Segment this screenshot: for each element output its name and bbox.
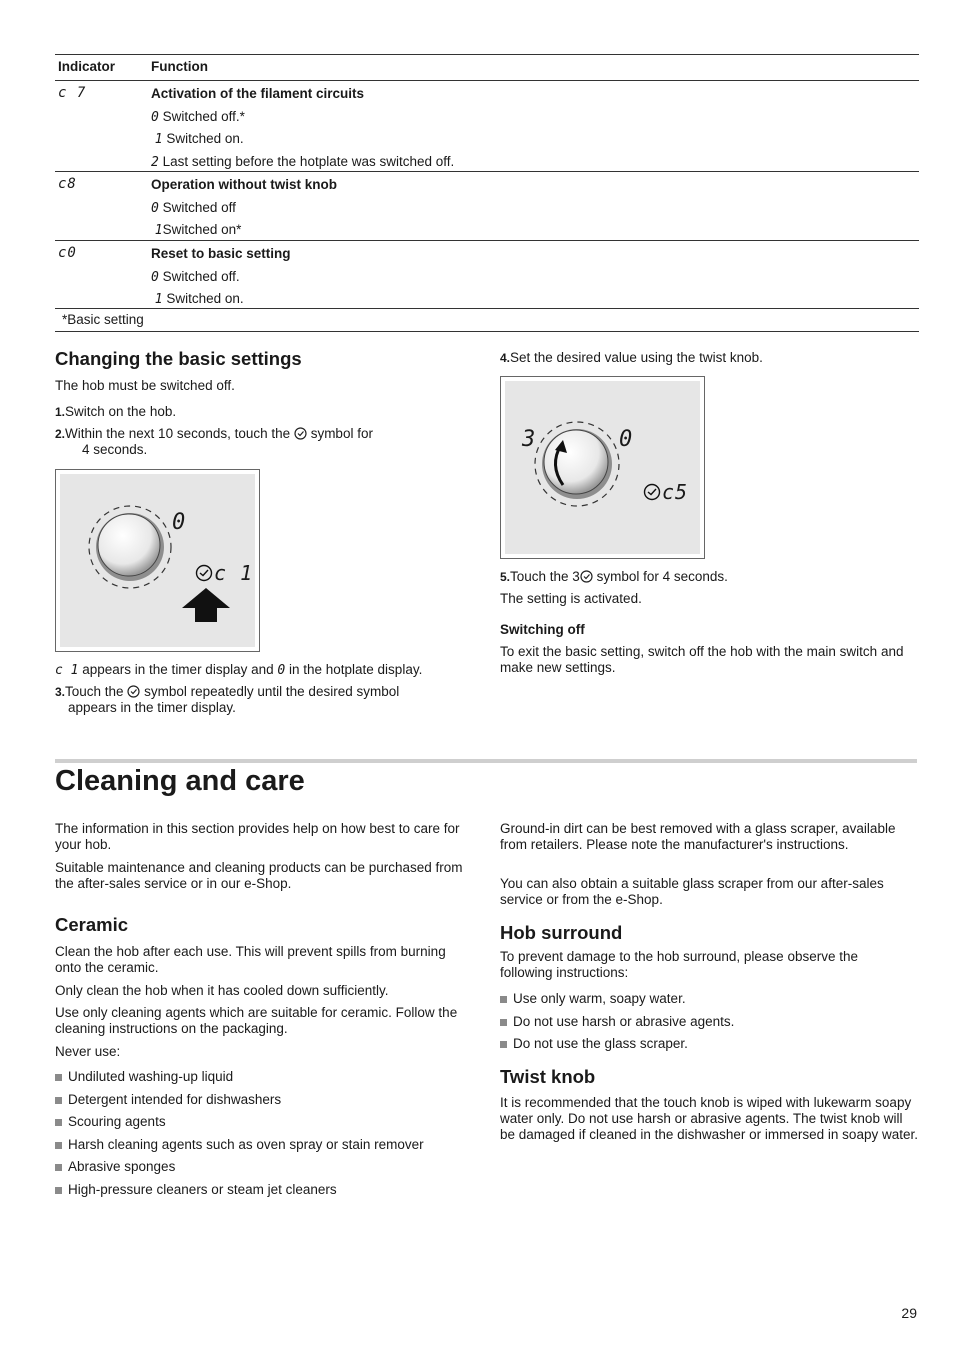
header-function: Function bbox=[151, 59, 208, 74]
activated-text: The setting is activated. bbox=[500, 591, 642, 606]
list-item: Do not use harsh or abrasive agents. bbox=[500, 1011, 910, 1034]
step-number: 5. bbox=[500, 570, 511, 584]
list-item: Scouring agents bbox=[55, 1111, 475, 1134]
appears-text-b: in the hotplate display. bbox=[288, 662, 423, 677]
step-5 bbox=[500, 569, 728, 585]
settings-table bbox=[55, 54, 919, 332]
option-label: Last setting before the hotplate was switched off. bbox=[162, 153, 455, 169]
ceramic-text-1: Clean the hob after each use. This will prevent spills from burning onto the ceramic. bbox=[55, 944, 446, 975]
appears-text bbox=[55, 662, 422, 679]
figure-hob-display-c5 bbox=[500, 376, 705, 559]
switching-off-heading: Switching off bbox=[500, 622, 585, 637]
step-text: Touch the bbox=[65, 684, 124, 699]
step-3 bbox=[55, 684, 465, 716]
twist-knob-heading: Twist knob bbox=[500, 1066, 596, 1087]
timer-icon bbox=[580, 570, 593, 583]
ceramic-text-2: Only clean the hob when it has cooled down sufficiently. bbox=[55, 983, 389, 998]
step-number: 2. bbox=[55, 427, 66, 441]
option-code: 1 bbox=[154, 132, 163, 147]
indicator-code: c 7 bbox=[58, 85, 87, 101]
group-title: Reset to basic setting bbox=[151, 246, 291, 261]
twist-knob-text: It is recommended that the touch knob is wiped with lukewarm soapy water only. Do not use harsh or abrasive agents. The twist knob will be damaged if cleaned in the dishwasher or immersed in soapy water. bbox=[500, 1095, 918, 1142]
step-text: Set the desired value using the twist knob. bbox=[510, 350, 763, 365]
timer-icon bbox=[127, 685, 140, 698]
option-row bbox=[151, 266, 919, 289]
option-label: Switched on. bbox=[166, 291, 244, 306]
option-code: 0 bbox=[151, 269, 159, 285]
option-label: Switched on* bbox=[162, 222, 242, 237]
table-group-twist-knob bbox=[55, 172, 919, 241]
step-text: symbol for 4 seconds. bbox=[596, 569, 728, 584]
option-row bbox=[151, 288, 919, 311]
scraper-text-1: Ground-in dirt can be best removed with a glass scraper, available from retailers. Please note the manufacturer's instructions. bbox=[500, 821, 896, 852]
table-group-reset bbox=[55, 241, 919, 309]
timer-icon bbox=[643, 483, 661, 501]
option-code: 0 bbox=[151, 109, 159, 125]
option-row bbox=[151, 219, 919, 242]
step-text: symbol for bbox=[310, 426, 373, 441]
step-text: appears in the timer display. bbox=[68, 700, 236, 715]
indicator-code: c8 bbox=[58, 176, 77, 192]
step-text: Touch the 3 bbox=[510, 569, 580, 584]
hob-surround-intro: To prevent damage to the hob surround, please observe the following instructions: bbox=[500, 949, 858, 980]
hotplate-display: 0 bbox=[172, 510, 187, 535]
option-label: Switched off. bbox=[162, 268, 240, 284]
option-row bbox=[151, 197, 919, 220]
ceramic-heading: Ceramic bbox=[55, 914, 129, 935]
step-text: 4 seconds. bbox=[82, 442, 148, 457]
page-number: 29 bbox=[901, 1305, 917, 1321]
twist-knob-illustration bbox=[501, 377, 704, 558]
section-heading-changing: Changing the basic settings bbox=[55, 348, 302, 369]
option-label: Switched off.* bbox=[162, 108, 245, 124]
group-title: Activation of the filament circuits bbox=[151, 86, 365, 101]
list-item: Undiluted washing-up liquid bbox=[55, 1066, 475, 1089]
option-row bbox=[151, 151, 919, 174]
step-text: Within the next 10 seconds, touch the bbox=[65, 426, 291, 441]
timer-icon bbox=[294, 427, 307, 440]
table-group-filament bbox=[55, 81, 919, 172]
timer-display: c5 bbox=[662, 480, 689, 504]
never-use-list bbox=[55, 1066, 475, 1201]
list-item: Do not use the glass scraper. bbox=[500, 1033, 910, 1056]
list-item: High-pressure cleaners or steam jet cleaners bbox=[55, 1179, 475, 1202]
ceramic-text-3: Use only cleaning agents which are suitable for ceramic. Follow the cleaning instructions on the packaging. bbox=[55, 1005, 458, 1036]
table-footnote: *Basic setting bbox=[62, 312, 144, 327]
option-label: Switched off bbox=[162, 199, 236, 215]
hob-surround-heading: Hob surround bbox=[500, 922, 623, 943]
step-number: 1. bbox=[55, 405, 66, 419]
display-code: c 1 bbox=[55, 663, 79, 678]
indicator-code: c0 bbox=[58, 245, 77, 261]
intro-text: The hob must be switched off. bbox=[55, 378, 235, 393]
section-divider bbox=[55, 759, 917, 763]
option-code: 1 bbox=[154, 292, 163, 307]
option-row bbox=[151, 128, 919, 151]
option-row bbox=[151, 106, 919, 129]
hotplate-display-left: 3 bbox=[522, 427, 537, 452]
step-1 bbox=[55, 404, 176, 420]
group-title: Operation without twist knob bbox=[151, 177, 337, 192]
timer-icon bbox=[195, 564, 213, 582]
list-item: Use only warm, soapy water. bbox=[500, 988, 910, 1011]
step-2 bbox=[55, 426, 455, 458]
cleaning-intro-2: Suitable maintenance and cleaning products can be purchased from the after-sales service or in our e-Shop. bbox=[55, 860, 463, 891]
step-number: 3. bbox=[55, 685, 66, 699]
step-4 bbox=[500, 350, 763, 366]
scraper-text-2: You can also obtain a suitable glass scraper from our after-sales service or from the e-Shop. bbox=[500, 876, 884, 907]
figure-hob-display-c1 bbox=[55, 469, 260, 652]
timer-display: c 1 bbox=[214, 561, 254, 585]
option-label: Switched on. bbox=[166, 131, 244, 146]
display-code: 0 bbox=[277, 663, 286, 678]
header-indicator: Indicator bbox=[58, 59, 116, 74]
table-header bbox=[55, 55, 919, 81]
cleaning-intro-1: The information in this section provides help on how best to care for your hob. bbox=[55, 821, 460, 852]
appears-text-a: appears in the timer display and bbox=[82, 662, 274, 677]
section-heading-cleaning: Cleaning and care bbox=[55, 765, 305, 797]
switching-off-text: To exit the basic setting, switch off the hob with the main switch and make new settings. bbox=[500, 644, 904, 675]
option-code: 0 bbox=[151, 200, 159, 216]
list-item: Harsh cleaning agents such as oven spray or stain remover bbox=[55, 1134, 475, 1157]
option-code: 2 bbox=[151, 154, 159, 170]
never-use-label: Never use: bbox=[55, 1044, 121, 1059]
option-code: 1 bbox=[154, 223, 163, 238]
step-number: 4. bbox=[500, 351, 511, 365]
step-text: symbol repeatedly until the desired symbol bbox=[144, 684, 400, 699]
hotplate-display-right: 0 bbox=[619, 427, 634, 452]
step-text: Switch on the hob. bbox=[65, 404, 177, 419]
list-item: Detergent intended for dishwashers bbox=[55, 1089, 475, 1112]
list-item: Abrasive sponges bbox=[55, 1156, 475, 1179]
hob-surround-list bbox=[500, 988, 910, 1056]
